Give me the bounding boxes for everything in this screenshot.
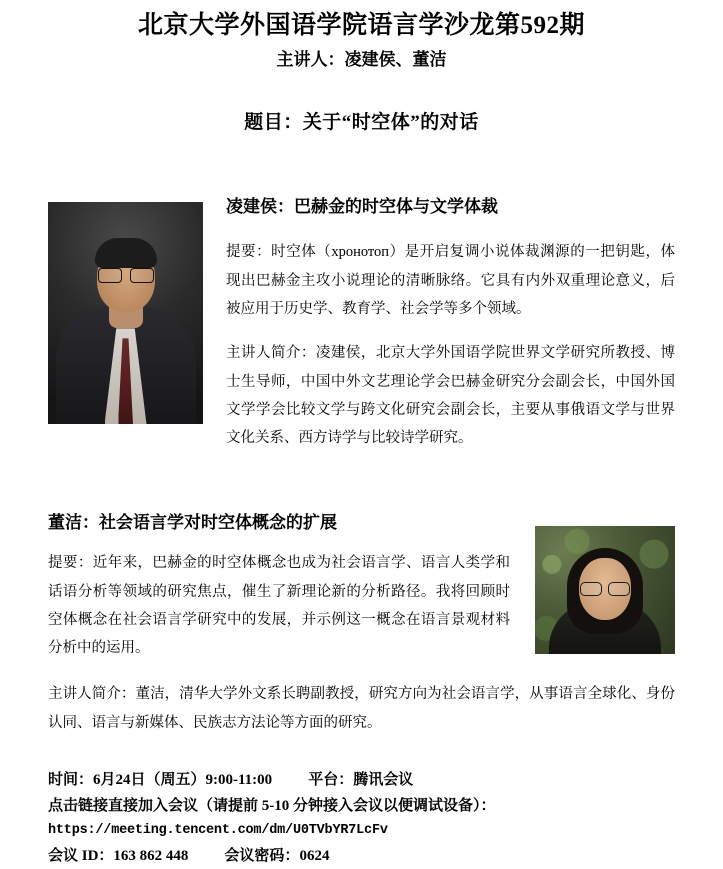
join-note: 点击链接直接加入会议（请提前 5-10 分钟接入会议以便调试设备）： bbox=[48, 798, 496, 815]
speakers-line: 主讲人：凌建侯、董洁 bbox=[276, 50, 447, 70]
talk-1-heading: 凌建侯：巴赫金的时空体与文学体裁 bbox=[226, 197, 498, 217]
meeting-link[interactable]: https://meeting.tencent.com/dm/U0TVbYR7LcFv bbox=[48, 823, 388, 839]
speaker-photo-dongjie bbox=[535, 526, 675, 654]
photo-hair bbox=[95, 238, 157, 268]
platform-label: 平台： bbox=[308, 771, 354, 788]
meeting-id-value: 163 862 448 bbox=[113, 848, 189, 865]
time-label: 时间： bbox=[48, 771, 94, 788]
topic-line: 题目：关于“时空体”的对话 bbox=[244, 112, 479, 134]
talk-1-abstract: 提要：时空体（хронотоп）是开启复调小说体裁渊源的一把钥匙，体现出巴赫金主攻小说理论的清晰脉络。它具有内外双重理论意义，后被应用于历史学、教育学、社会学等多个领域。 bbox=[226, 244, 675, 317]
glasses-icon bbox=[578, 582, 632, 596]
talk-1-body bbox=[203, 196, 675, 468]
passcode-label: 会议密码： bbox=[224, 848, 300, 865]
talk-2-bio: 主讲人简介：董洁，清华大学外文系长聘副教授，研究方向为社会语言学，从事语言全球化、身份认同、语言与新媒体、民族志方法论等方面的研究。 bbox=[48, 686, 675, 731]
talk-2-abstract: 提要：近年来，巴赫金的时空体概念也成为社会语言学、语言人类学和话语分析等领域的研究焦点，催生了新理论新的分析路径。我将回顾时空体概念在社会语言学研究中的发展，并示例这一概念在语言景观材料分析中的运用。 bbox=[48, 555, 510, 657]
talk-2-heading: 董洁：社会语言学对时空体概念的扩展 bbox=[48, 513, 337, 533]
glasses-icon bbox=[96, 268, 156, 283]
meeting-id-row bbox=[48, 843, 675, 869]
time-value: 6月24日（周五）9:00-11:00 bbox=[93, 771, 273, 788]
passcode-value: 0624 bbox=[299, 848, 330, 865]
talk-section-2 bbox=[48, 508, 675, 737]
speaker-photo-lingjianhou bbox=[48, 202, 203, 424]
talk-section-1 bbox=[48, 196, 675, 468]
platform-value: 腾讯会议 bbox=[353, 771, 414, 788]
meeting-time-row bbox=[48, 767, 675, 793]
meeting-info bbox=[48, 767, 675, 869]
page-title: 北京大学外国语学院语言学沙龙第592期 bbox=[137, 12, 585, 39]
talk-1-bio: 主讲人简介：凌建侯，北京大学外国语学院世界文学研究所教授、博士生导师，中国中外文艺理论学会巴赫金研究分会副会长，中国外国文学学会比较文学与跨文化研究会副会长，主要从事俄语文学与世界文化关系、西方诗学与比较诗学研究。 bbox=[226, 345, 675, 447]
meeting-id-label: 会议 ID： bbox=[48, 848, 114, 865]
document-page bbox=[0, 10, 723, 865]
